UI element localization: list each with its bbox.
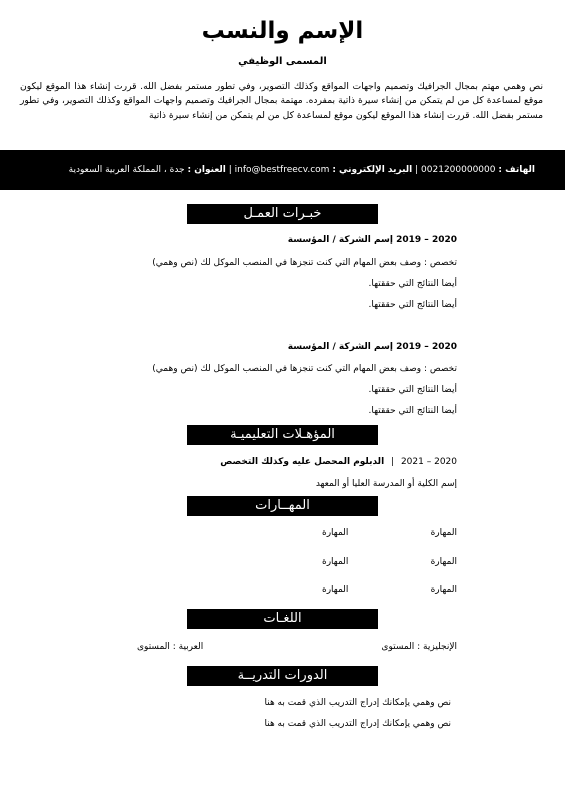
contact-separator: | — [415, 165, 419, 175]
section-title-education: المؤهـلات التعليميـة — [187, 425, 378, 445]
cv-name: الإسم والنسب — [201, 18, 364, 44]
job-specialty: تخصص : وصف بعض المهام التي كنت تنجزها في المنصب الموكل لك (نص وهمي) — [152, 364, 457, 374]
education-entry — [220, 455, 457, 469]
phone-value: 0021200000000 — [421, 165, 496, 175]
job-result: أيضا النتائج التي حققتها. — [368, 300, 457, 310]
contact-line — [20, 163, 535, 177]
skill-item: المهارة — [322, 585, 349, 595]
email-label: البريد الإلكتروني : — [332, 165, 413, 175]
address-value: جدة ، المملكة العربية السعودية — [68, 165, 185, 175]
section-title-skills: المهــارات — [187, 496, 378, 516]
section-title-languages: اللغـات — [187, 609, 378, 629]
skill-item: المهارة — [430, 528, 457, 538]
job-result: أيضا النتائج التي حققتها. — [368, 385, 457, 395]
education-separator: | — [391, 457, 395, 467]
section-title-courses: الدورات التدريــة — [187, 666, 378, 686]
address-label: العنوان : — [187, 165, 226, 175]
job-result: أيضا النتائج التي حققتها. — [368, 279, 457, 289]
job-period-company: 2020 – 2019 إسم الشركة / المؤسسة — [287, 342, 457, 352]
skill-item: المهارة — [430, 585, 457, 595]
education-degree: الدبلوم المحصل عليه وكذلك التخصص — [220, 457, 385, 467]
job-title: المسمى الوظيفي — [238, 56, 327, 67]
job-result: أيضا النتائج التي حققتها. — [368, 406, 457, 416]
section-title-experience: خبـرات العمـل — [187, 204, 378, 224]
education-period: 2020 – 2021 — [400, 457, 457, 467]
course-item: نص وهمي يإمكانك إدراج التدريب الذي قمت به هنا — [264, 698, 451, 708]
contact-separator: | — [228, 165, 232, 175]
skill-item: المهارة — [322, 557, 349, 567]
profile-summary: نص وهمي مهتم بمجال الجرافيك وتصميم واجهات المواقع وكذلك التصوير، وفي تطور مستمر بفضل الله. قررت إنشاء هذا الموقع ليكون موقع لمساعدة كل من لم يتمكن من إنشاء سيرة ذاتية بمفرده. مهتمة بمجال الجرافيك وتصميم واجهات المواقع وكذلك التصوير، وفي تطور مستمر بفضل الله. قررت إنشاء هذا الموقع ليكون موقع لمساعدة كل من لم يتمكن من إنشاء سيرة ذاتية — [20, 81, 543, 121]
job-period-company: 2020 – 2019 إسم الشركة / المؤسسة — [287, 235, 457, 245]
education-school: إسم الكلية أو المدرسة العليا أو المعهد — [315, 479, 457, 489]
skill-item: المهارة — [430, 557, 457, 567]
language-item: الإنجليزية : المستوى — [381, 642, 457, 652]
job-specialty: تخصص : وصف بعض المهام التي كنت تنجزها في المنصب الموكل لك (نص وهمي) — [152, 258, 457, 268]
skill-item: المهارة — [322, 528, 349, 538]
language-item: العربية : المستوى — [137, 642, 204, 652]
email-value[interactable]: info@bestfreecv.com — [234, 165, 330, 175]
phone-label: الهاتف : — [498, 165, 535, 175]
course-item: نص وهمي يإمكانك إدراج التدريب الذي قمت به هنا — [264, 719, 451, 729]
